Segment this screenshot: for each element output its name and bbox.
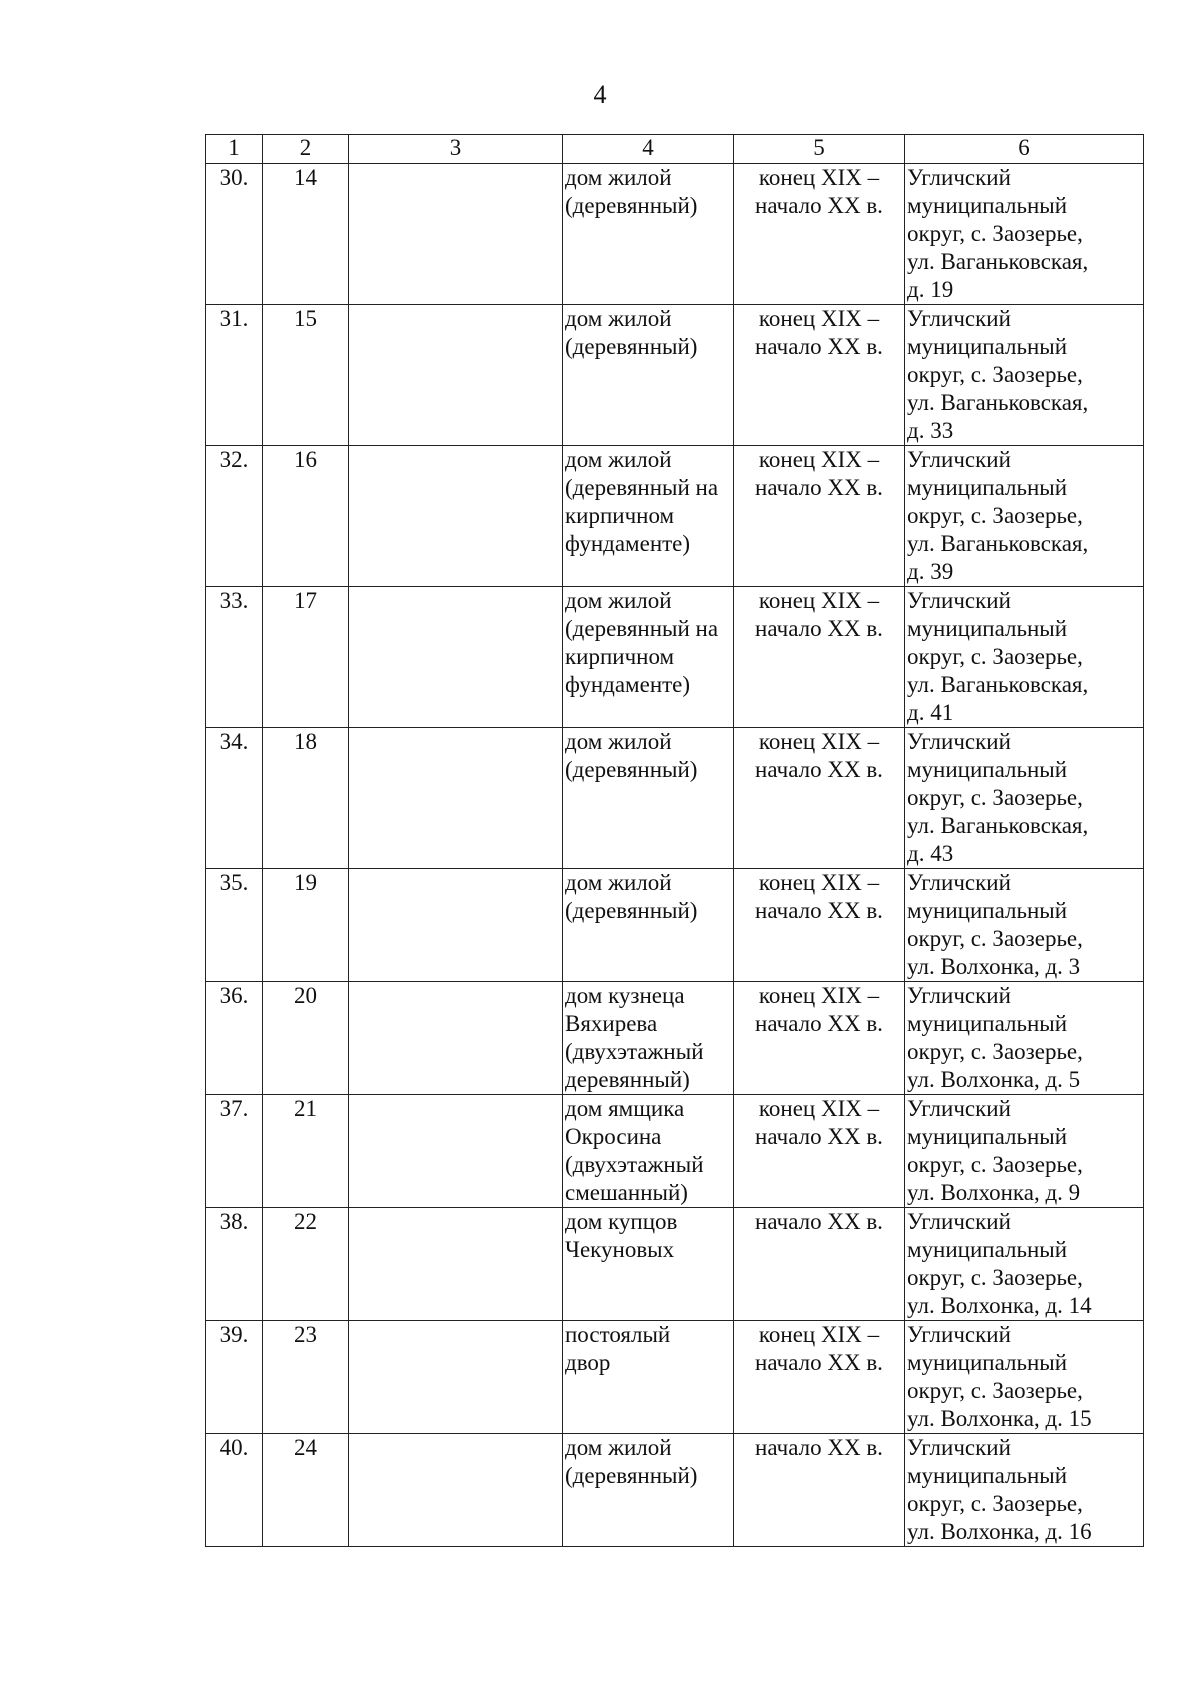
registry-number-cell: 24 — [263, 1434, 349, 1547]
address-cell-line: муниципальный — [907, 334, 1068, 359]
address-cell-line: муниципальный — [907, 1350, 1068, 1375]
object-name-cell — [563, 1095, 734, 1208]
registry-number-cell: 20 — [263, 982, 349, 1095]
dating-cell-line: конец XIX – — [758, 870, 880, 895]
address-cell-line: ул. Волхонка, д. 14 — [907, 1293, 1092, 1318]
dating-cell-line: конец XIX – — [758, 165, 880, 190]
address-cell-line: Угличский — [907, 870, 1011, 895]
dating-cell — [734, 1208, 905, 1321]
table-row — [206, 1095, 1144, 1208]
object-name-cell-line: дом жилой — [565, 870, 672, 895]
object-name-cell — [563, 1321, 734, 1434]
object-name-cell-line: смешанный) — [565, 1180, 688, 1205]
address-cell-line: ул. Волхонка, д. 15 — [907, 1406, 1092, 1431]
address-cell — [905, 587, 1144, 728]
address-cell-line: Угличский — [907, 1096, 1011, 1121]
column-header-1: 1 — [206, 135, 263, 164]
column-3-cell — [349, 982, 563, 1095]
dating-cell-line: начало XX в. — [755, 757, 883, 782]
address-cell-line: муниципальный — [907, 616, 1068, 641]
address-cell-line: Угличский — [907, 165, 1011, 190]
registry-number-cell: 23 — [263, 1321, 349, 1434]
dating-cell-line: начало XX в. — [755, 475, 883, 500]
registry-number-cell: 16 — [263, 446, 349, 587]
object-name-cell-line: двор — [565, 1350, 611, 1375]
row-number-cell: 33. — [206, 587, 263, 728]
page-number: 4 — [593, 80, 607, 109]
column-3-cell — [349, 728, 563, 869]
row-number-cell: 38. — [206, 1208, 263, 1321]
address-cell-line: муниципальный — [907, 1237, 1068, 1262]
object-name-cell-line: фундаменте) — [565, 531, 691, 556]
registry-number-cell: 22 — [263, 1208, 349, 1321]
dating-cell — [734, 982, 905, 1095]
address-cell-line: Угличский — [907, 1209, 1011, 1234]
column-3-cell — [349, 164, 563, 305]
address-cell-line: округ, с. Заозерье, — [907, 1265, 1083, 1290]
address-cell-line: ул. Ваганьковская, — [907, 390, 1089, 415]
address-cell-line: Угличский — [907, 1322, 1011, 1347]
table-row — [206, 164, 1144, 305]
address-cell — [905, 982, 1144, 1095]
address-cell-line: ул. Волхонка, д. 9 — [907, 1180, 1081, 1205]
address-cell-line: муниципальный — [907, 1463, 1068, 1488]
address-cell-line: д. 39 — [907, 559, 954, 584]
object-name-cell — [563, 305, 734, 446]
dating-cell-line: начало XX в. — [755, 193, 883, 218]
address-cell-line: округ, с. Заозерье, — [907, 1491, 1083, 1516]
address-cell-line: Угличский — [907, 729, 1011, 754]
row-number-cell: 30. — [206, 164, 263, 305]
column-3-cell — [349, 446, 563, 587]
address-cell-line: ул. Ваганьковская, — [907, 531, 1089, 556]
address-cell — [905, 1321, 1144, 1434]
registry-number-cell: 18 — [263, 728, 349, 869]
address-cell — [905, 869, 1144, 982]
object-name-cell-line: дом жилой — [565, 306, 672, 331]
dating-cell-line: конец XIX – — [758, 729, 880, 754]
object-name-cell-line: (деревянный на — [565, 475, 719, 500]
table-row — [206, 587, 1144, 728]
table-header-row — [206, 135, 1144, 164]
object-name-cell-line: дом жилой — [565, 729, 672, 754]
object-name-cell-line: дом жилой — [565, 588, 672, 613]
object-name-cell-line: дом жилой — [565, 165, 672, 190]
object-name-cell-line: Чекуновых — [565, 1237, 675, 1262]
address-cell-line: муниципальный — [907, 757, 1068, 782]
object-name-cell-line: Вяхирева — [565, 1011, 658, 1036]
object-name-cell-line: (деревянный) — [565, 757, 698, 782]
object-name-cell-line: дом ямщика — [565, 1096, 685, 1121]
object-name-cell-line: (двухэтажный — [565, 1039, 704, 1064]
column-3-cell — [349, 587, 563, 728]
address-cell-line: муниципальный — [907, 475, 1068, 500]
address-cell-line: д. 19 — [907, 277, 954, 302]
object-name-cell-line: постоялый — [565, 1322, 671, 1347]
object-name-cell — [563, 1434, 734, 1547]
table-row — [206, 1434, 1144, 1547]
address-cell-line: округ, с. Заозерье, — [907, 503, 1083, 528]
row-number-cell: 40. — [206, 1434, 263, 1547]
address-cell-line: д. 33 — [907, 418, 954, 443]
object-name-cell-line: (деревянный) — [565, 193, 698, 218]
address-cell — [905, 164, 1144, 305]
table-row — [206, 982, 1144, 1095]
dating-cell-line: начало XX в. — [755, 898, 883, 923]
column-header-6: 6 — [905, 135, 1144, 164]
dating-cell — [734, 164, 905, 305]
object-name-cell-line: фундаменте) — [565, 672, 691, 697]
object-name-cell — [563, 587, 734, 728]
object-name-cell — [563, 1208, 734, 1321]
address-cell-line: округ, с. Заозерье, — [907, 1039, 1083, 1064]
object-name-cell-line: (деревянный) — [565, 898, 698, 923]
row-number-cell: 37. — [206, 1095, 263, 1208]
registry-number-cell: 17 — [263, 587, 349, 728]
object-name-cell — [563, 869, 734, 982]
object-name-cell-line: Окросина — [565, 1124, 662, 1149]
column-3-cell — [349, 1208, 563, 1321]
column-header-4: 4 — [563, 135, 734, 164]
object-name-cell-line: дом жилой — [565, 1435, 672, 1460]
address-cell-line: округ, с. Заозерье, — [907, 785, 1083, 810]
dating-cell-line: начало XX в. — [755, 1124, 883, 1149]
address-cell-line: Угличский — [907, 447, 1011, 472]
dating-cell-line: начало XX в. — [755, 1435, 883, 1460]
dating-cell-line: начало XX в. — [755, 334, 883, 359]
heritage-objects-table — [205, 134, 1144, 1547]
address-cell-line: д. 43 — [907, 841, 954, 866]
row-number-cell: 34. — [206, 728, 263, 869]
address-cell-line: округ, с. Заозерье, — [907, 1378, 1083, 1403]
registry-number-cell: 15 — [263, 305, 349, 446]
address-cell-line: округ, с. Заозерье, — [907, 926, 1083, 951]
column-3-cell — [349, 305, 563, 446]
dating-cell-line: конец XIX – — [758, 1322, 880, 1347]
address-cell-line: муниципальный — [907, 193, 1068, 218]
address-cell — [905, 1208, 1144, 1321]
row-number-cell: 31. — [206, 305, 263, 446]
address-cell-line: муниципальный — [907, 898, 1068, 923]
dating-cell-line: конец XIX – — [758, 983, 880, 1008]
dating-cell-line: начало XX в. — [755, 1350, 883, 1375]
registry-number-cell: 21 — [263, 1095, 349, 1208]
table-row — [206, 728, 1144, 869]
registry-number-cell: 14 — [263, 164, 349, 305]
address-cell-line: ул. Волхонка, д. 16 — [907, 1519, 1092, 1544]
address-cell-line: муниципальный — [907, 1011, 1068, 1036]
address-cell — [905, 1095, 1144, 1208]
dating-cell-line: начало XX в. — [755, 1209, 883, 1234]
dating-cell — [734, 1321, 905, 1434]
table-body — [206, 164, 1144, 1547]
object-name-cell — [563, 164, 734, 305]
address-cell-line: округ, с. Заозерье, — [907, 1152, 1083, 1177]
dating-cell — [734, 446, 905, 587]
object-name-cell-line: кирпичном — [565, 644, 675, 669]
column-header-3: 3 — [349, 135, 563, 164]
column-3-cell — [349, 869, 563, 982]
column-header-5: 5 — [734, 135, 905, 164]
row-number-cell: 35. — [206, 869, 263, 982]
address-cell — [905, 446, 1144, 587]
address-cell-line: ул. Ваганьковская, — [907, 672, 1089, 697]
address-cell-line: ул. Волхонка, д. 5 — [907, 1067, 1081, 1092]
dating-cell — [734, 305, 905, 446]
object-name-cell — [563, 982, 734, 1095]
address-cell-line: ул. Ваганьковская, — [907, 249, 1089, 274]
address-cell-line: ул. Ваганьковская, — [907, 813, 1089, 838]
row-number-cell: 39. — [206, 1321, 263, 1434]
column-header-2: 2 — [263, 135, 349, 164]
dating-cell-line: конец XIX – — [758, 1096, 880, 1121]
column-3-cell — [349, 1095, 563, 1208]
dating-cell-line: начало XX в. — [755, 1011, 883, 1036]
address-cell-line: округ, с. Заозерье, — [907, 362, 1083, 387]
address-cell — [905, 305, 1144, 446]
object-name-cell-line: дом кузнеца — [565, 983, 685, 1008]
address-cell-line: муниципальный — [907, 1124, 1068, 1149]
address-cell-line: ул. Волхонка, д. 3 — [907, 954, 1081, 979]
table-row — [206, 1321, 1144, 1434]
table-row — [206, 1208, 1144, 1321]
address-cell-line: округ, с. Заозерье, — [907, 644, 1083, 669]
dating-cell-line: конец XIX – — [758, 447, 880, 472]
address-cell-line: Угличский — [907, 983, 1011, 1008]
address-cell-line: Угличский — [907, 306, 1011, 331]
table-row — [206, 446, 1144, 587]
object-name-cell-line: (деревянный) — [565, 1463, 698, 1488]
object-name-cell-line: дом купцов — [565, 1209, 678, 1234]
table-row — [206, 869, 1144, 982]
dating-cell — [734, 869, 905, 982]
dating-cell — [734, 728, 905, 869]
address-cell — [905, 728, 1144, 869]
row-number-cell: 36. — [206, 982, 263, 1095]
dating-cell-line: начало XX в. — [755, 616, 883, 641]
address-cell-line: Угличский — [907, 588, 1011, 613]
address-cell-line: округ, с. Заозерье, — [907, 221, 1083, 246]
column-3-cell — [349, 1321, 563, 1434]
dating-cell — [734, 1434, 905, 1547]
column-3-cell — [349, 1434, 563, 1547]
dating-cell-line: конец XIX – — [758, 588, 880, 613]
object-name-cell-line: (деревянный) — [565, 334, 698, 359]
address-cell — [905, 1434, 1144, 1547]
table-row — [206, 305, 1144, 446]
object-name-cell-line: (деревянный на — [565, 616, 719, 641]
row-number-cell: 32. — [206, 446, 263, 587]
dating-cell — [734, 587, 905, 728]
address-cell-line: д. 41 — [907, 700, 954, 725]
object-name-cell-line: деревянный) — [565, 1067, 690, 1092]
object-name-cell — [563, 728, 734, 869]
object-name-cell-line: кирпичном — [565, 503, 675, 528]
object-name-cell-line: дом жилой — [565, 447, 672, 472]
address-cell-line: Угличский — [907, 1435, 1011, 1460]
registry-number-cell: 19 — [263, 869, 349, 982]
object-name-cell-line: (двухэтажный — [565, 1152, 704, 1177]
object-name-cell — [563, 446, 734, 587]
dating-cell — [734, 1095, 905, 1208]
dating-cell-line: конец XIX – — [758, 306, 880, 331]
